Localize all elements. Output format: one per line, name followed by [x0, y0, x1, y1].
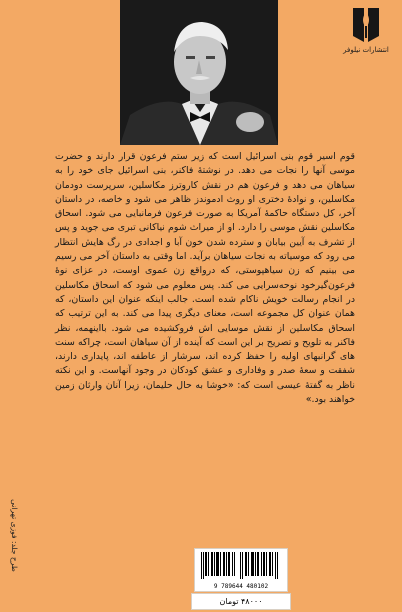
author-portrait-icon: [120, 0, 278, 145]
cover-design-credit: [8, 470, 20, 600]
barcode-icon: [195, 549, 287, 581]
barcode-digits: 9 789644 480102: [213, 583, 269, 590]
author-photo: [120, 0, 278, 145]
cover-design-credit-text: طرح جلد: فوزی تهرانی: [9, 498, 19, 572]
barcode: [194, 548, 288, 592]
price-label: ۴۸۰۰۰ تومان: [191, 593, 291, 610]
body-paragraph: قوم اسیر قوم بنی اسرائیل است که زیر ستم فرعون قرار دارند و حضرت موسی آنها را نجات می دهد. در نوشتهٔ فاکنر، بنی اسرائیل جای خود را به سیاهان می دهد و فرعون هم در نقش کاروترز مکاسلین، سرپرست دودمان مکاسلین، و نوادهٔ دختری او روث ادموندز ظاهر می شود و خاصه، در داستان آخر، کل دستگاه حاکمهٔ آمریکا به صورت فرعون فرمانبایی می شود. اسحاق مکاسلین نقش موسی را دارد. او از میراث شوم نیاکانی تبری می جوید و پس از تشرف به آیین بیابان و سترده شدن خون آبا و اجدادی در رگ هایش انتظار می رود که موسیاته به نجات سیاهان برآید. اما وقتی به داستان آخر می رسیم می بینیم که زن سیاهپوستی، که درواقع زن عموی اوست، در عزای نوهٔ فرعون‌گیرخود نوحه‌سرایی می کند. پس معلوم می شود که اسحاق مکاسلین در انجام رسالت خویش ناکام شده است. جالب اینکه عنوان این داستان، که همان عنوان کل مجموعه است، معنای دیگری پیدا می کند. به این ترتیب که اسحاق مکاسلین از نقش موسایی اش فروکشیده می شود. بااینهمه، نظر فاکنر به تلویح و تصریح بر این است که آینده از آن سیاهان است، چراکه سنت های گرانبهای اولیه را حفظ کرده اند، سرشار از عاطفه اند، پایداری دارند، شفقت و سعهٔ صدر و وفاداری و عشق کودکان در وجود آنهاست. و این نکته ناظر به گفتهٔ عیسی است که: «خوشا به حال حلیمان، زیرا آنان وارثان زمین خواهند بود.»: [55, 151, 355, 406]
publisher-logo-icon: [351, 6, 381, 44]
back-cover-text: [55, 150, 355, 407]
publisher-logo: [340, 6, 392, 70]
publisher-name: انتشارات نیلوفر: [343, 46, 389, 54]
